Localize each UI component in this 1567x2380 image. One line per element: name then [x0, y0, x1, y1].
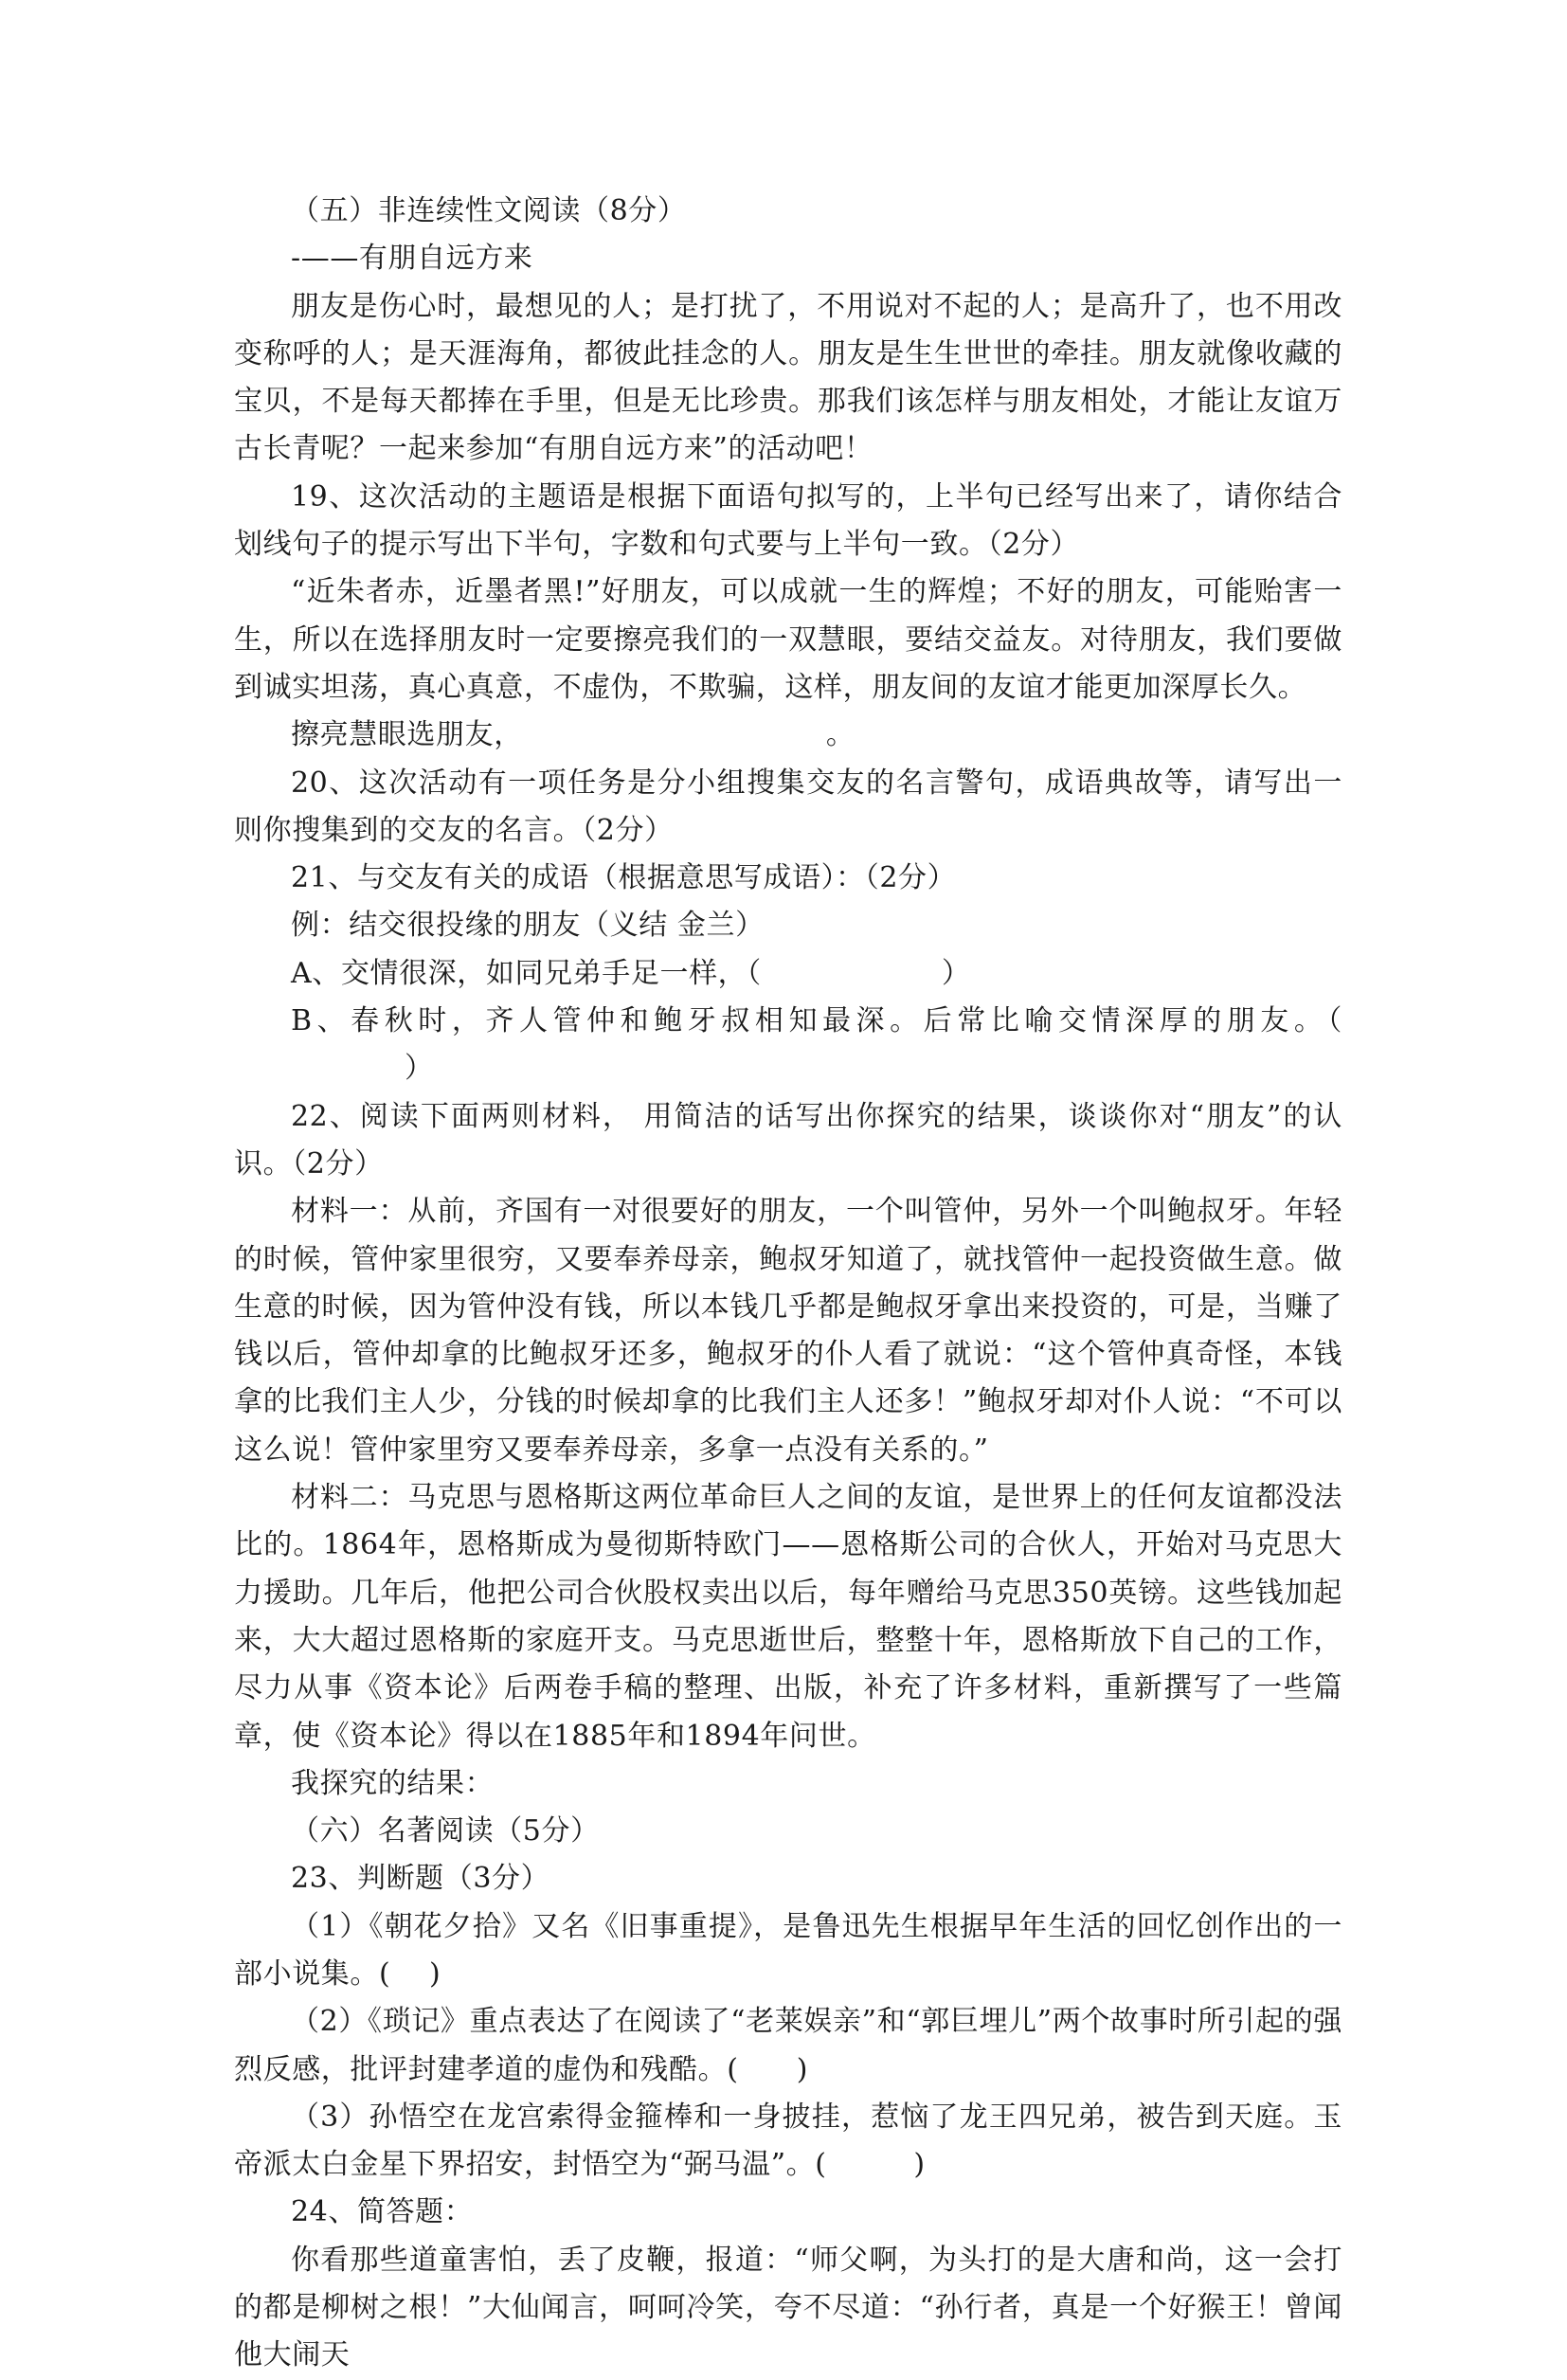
- q22-result: 我探究的结果：: [291, 1766, 495, 1800]
- section6-heading: （六）名著阅读（5分）: [291, 1814, 600, 1848]
- q21-item-a: [234, 950, 1342, 998]
- q21-b-text: B、春秋时，齐人管仲和鲍牙叔相知最深。后常比喻交情深厚的朋友。（: [291, 1004, 1342, 1038]
- q21-b-close: ）: [405, 1052, 434, 1086]
- q24-stem: 24、简答题：: [291, 2195, 474, 2229]
- q24-passage: 你看那些道童害怕，丢了皮鞭，报道：“师父啊，为头打的是大唐和尚，这一会打的都是柳树之根！”大仙闻言，呵呵冷笑，夸不尽道：“孙行者，真是一个好猴王！曾闻他大闹天: [234, 2243, 1342, 2372]
- q21-item-b: [234, 998, 1342, 1093]
- section5-heading: （五）非连续性文阅读（8分）: [291, 194, 687, 227]
- q23-item3: （3）孙悟空在龙宫索得金箍棒和一身披挂，惹恼了龙王四兄弟，被告到天庭。玉帝派太白金星下界招安，封悟空为“弼马温”。( ): [234, 2100, 1342, 2182]
- q22-material2: 材料二：马克思与恩格斯这两位革命巨人之间的友谊，是世界上的任何友谊都没法比的。1864年，恩格斯成为曼彻斯特欧门——恩格斯公司的合伙人，开始对马克思大力援助。几年后，他把公司合伙股权卖出以后，每年赠给马克思350英镑。这些钱加起来，大大超过恩格斯的家庭开支。马克思逝世后，整整十年，恩格斯放下自己的工作，尽力从事《资本论》后两卷手稿的整理、出版，补充了许多材料，重新撰写了一些篇章，使《资本论》得以在1885年和1894年问世。: [234, 1481, 1342, 1753]
- q23-item1: （1）《朝花夕拾》又名《旧事重提》，是鲁迅先生根据早年生活的回忆创作出的一部小说集。( ): [234, 1909, 1342, 1991]
- q19-passage: “近朱者赤，近墨者黑!”好朋友，可以成就一生的辉煌；不好的朋友，可能贻害一生，所以在选择朋友时一定要擦亮我们的一双慧眼，要结交益友。对待朋友，我们要做到诚实坦荡，真心真意，不虚伪，不欺骗，这样，朋友间的友谊才能更加深厚长久。: [234, 575, 1342, 704]
- q21-stem: 21、与交友有关的成语（根据意思写成语）：（2分）: [291, 861, 957, 895]
- section5-intro: 朋友是伤心时，最想见的人；是打扰了，不用说对不起的人；是高升了，也不用改变称呼的人；是天涯海角，都彼此挂念的人。朋友是生生世世的牵挂。朋友就像收藏的宝贝，不是每天都捧在手里，但是无比珍贵。那我们该怎样与朋友相处，才能让友谊万古长青呢？一起来参加“有朋自远方来”的活动吧！: [234, 289, 1342, 466]
- q21-example: 例：结交很投缘的朋友（义结 金兰）: [291, 909, 765, 943]
- section5-subtitle: -——有朋自远方来: [291, 242, 533, 276]
- q23-stem: 23、判断题（3分）: [291, 1862, 550, 1896]
- q21-a-close: ）: [941, 956, 971, 990]
- q19-answer-prefix: 擦亮慧眼选朋友，: [291, 718, 523, 752]
- q22-stem: 22、阅读下面两则材料， 用简洁的话写出你探究的结果，谈谈你对“朋友”的认识。（2分）: [234, 1099, 1342, 1181]
- q23-item2: （2）《琐记》重点表达了在阅读了“老莱娱亲”和“郭巨埋儿”两个故事时所引起的强烈反感，批评封建孝道的虚伪和残酷。( ): [234, 2005, 1342, 2086]
- q20-stem: 20、这次活动有一项任务是分小组搜集交友的名言警句，成语典故等，请写出一则你搜集到的交友的名言。（2分）: [234, 766, 1342, 847]
- document-content: [234, 188, 1342, 2380]
- q22-material1: 材料一：从前，齐国有一对很要好的朋友，一个叫管仲，另外一个叫鲍叔牙。年轻的时候，管仲家里很穷，又要奉养母亲，鲍叔牙知道了，就找管仲一起投资做生意。做生意的时候，因为管仲没有钱，所以本钱几乎都是鲍叔牙拿出来投资的，可是，当赚了钱以后，管仲却拿的比鲍叔牙还多，鲍叔牙的仆人看了就说：“这个管仲真奇怪，本钱拿的比我们主人少，分钱的时候却拿的比我们主人还多！”鲍叔牙却对仆人说：“不可以这么说！管仲家里穷又要奉养母亲，多拿一点没有关系的。”: [234, 1195, 1342, 1467]
- q19-answer-suffix: 。: [825, 718, 856, 752]
- q19-answer-line: [234, 712, 1342, 759]
- q19-stem: 19、这次活动的主题语是根据下面语句拟写的，上半句已经写出来了，请你结合划线句子的提示写出下半句，字数和句式要与上半句一致。（2分）: [234, 479, 1342, 562]
- q21-a-text: A、交情很深，如同兄弟手足一样，（: [291, 956, 762, 990]
